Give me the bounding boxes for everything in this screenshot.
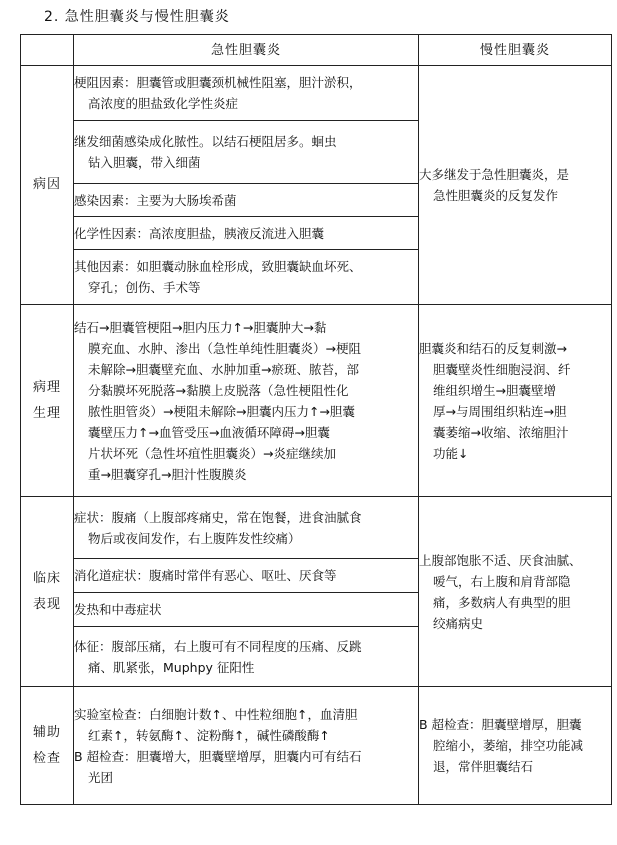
comparison-table: [20, 34, 612, 805]
text-line: 痛、肌紧张，Muphpy 征阳性: [88, 659, 255, 675]
row-label-line: 生理: [32, 405, 61, 421]
text-line: 退，常伴胆囊结石: [433, 759, 534, 774]
text-line: 膜充血、水肿、渗出（急性单纯性胆囊炎）→梗阻: [88, 340, 361, 356]
etiology-infection: [74, 184, 419, 217]
etiology-secondary-infection: [74, 121, 419, 184]
text-line: 钻入胆囊，带入细菌: [88, 155, 201, 170]
header-acute: 急性胆囊炎: [74, 35, 419, 66]
pathophysiology-row: [21, 305, 612, 497]
text-line: 嗳气，右上腹和肩背部隐: [433, 573, 571, 589]
text-line: 结石→胆囊管梗阻→胆内压力↑→胆囊肿大→黏: [74, 319, 327, 335]
section-title: 2. 急性胆囊炎与慢性胆囊炎: [44, 9, 230, 25]
clinical-chronic: [419, 497, 612, 687]
text-line: 分黏膜坏死脱落→黏膜上皮脱落（急性梗阻性化: [88, 382, 349, 398]
exams-chronic: [419, 687, 612, 805]
text-line: 穿孔；创伤、手术等: [88, 280, 201, 295]
exams-acute: [74, 687, 419, 805]
text-line: 梗阻因素：胆囊管或胆囊颈机械性阻塞，胆汁淤积，: [74, 75, 362, 90]
text-line: 上腹部饱胀不适、厌食油腻、: [419, 552, 582, 568]
pathophysiology-label: [21, 305, 74, 497]
etiology-chronic: [419, 66, 612, 305]
clinical-label: [21, 497, 74, 687]
header-corner: [21, 35, 74, 66]
row-label-line: 病因: [32, 177, 61, 192]
clinical-signs: [74, 627, 419, 687]
etiology-obstruction: [74, 66, 419, 121]
text-line: B 超检查：胆囊增大，胆囊壁增厚，胆囊内可有结石: [74, 748, 362, 764]
etiology-label: [21, 66, 74, 305]
text-line: 发热和中毒症状: [74, 602, 162, 617]
text-line: 功能↓: [433, 445, 469, 461]
exams-row: [21, 687, 612, 805]
text-line: 绞痛病史: [433, 615, 484, 631]
header-chronic: 慢性胆囊炎: [419, 35, 612, 66]
text-line: 物后或夜间发作，右上腹阵发性绞痛）: [88, 530, 301, 546]
text-line: 其他因素：如胆囊动脉血栓形成，致胆囊缺血坏死、: [74, 259, 362, 274]
pathophysiology-acute: [74, 305, 419, 497]
header-row: [21, 35, 612, 66]
text-line: 高浓度的胆盐致化学性炎症: [88, 96, 239, 111]
text-line: 胆囊壁炎性细胞浸润、纤: [433, 361, 571, 377]
clinical-digestive: [74, 559, 419, 593]
row-label-line: 辅助: [32, 724, 61, 740]
text-line: 胆囊炎和结石的反复刺激→: [419, 340, 567, 356]
clinical-row-1: [21, 497, 612, 559]
text-line: 脓性胆管炎）→梗阻未解除→胆囊内压力↑→胆囊: [88, 403, 355, 419]
text-line: 片状坏死（急性坏疽性胆囊炎）→炎症继续加: [88, 445, 336, 461]
exams-label: [21, 687, 74, 805]
etiology-row-1: [21, 66, 612, 121]
text-line: 维组织增生→胆囊壁增: [433, 382, 556, 398]
text-line: 腔缩小，萎缩，排空功能减: [433, 738, 584, 753]
text-line: 体征：腹部压痛，右上腹可有不同程度的压痛、反跳: [74, 638, 362, 654]
text-line: 厚→与周围组织粘连→胆: [433, 403, 567, 419]
row-label-line: 检查: [32, 750, 61, 766]
text-line: 大多继发于急性胆囊炎，是: [419, 167, 570, 182]
text-line: 化学性因素：高浓度胆盐，胰液反流进入胆囊: [74, 225, 325, 241]
text-line: 红素↑，转氨酶↑、淀粉酶↑，碱性磷酸酶↑: [88, 727, 330, 743]
text-line: B 超检查：胆囊壁增厚，胆囊: [419, 717, 582, 732]
text-line: 继发细菌感染成化脓性。以结石梗阻居多。蛔虫: [74, 134, 337, 149]
text-line: 痛，多数病人有典型的胆: [433, 594, 571, 610]
text-line: 症状：腹痛（上腹部疼痛史，常在饱餐，进食油腻食: [74, 509, 362, 525]
clinical-fever: [74, 593, 419, 627]
etiology-chemical: [74, 217, 419, 250]
pathophysiology-chronic: [419, 305, 612, 497]
row-label-line: 临床: [32, 570, 61, 586]
row-label-line: 病理: [32, 379, 61, 395]
text-line: 急性胆囊炎的反复发作: [433, 188, 559, 203]
row-label-line: 表现: [32, 596, 61, 612]
text-line: 囊萎缩→收缩、浓缩胆汁: [433, 424, 569, 440]
text-line: 感染因素：主要为大肠埃希菌: [74, 192, 237, 208]
text-line: 囊壁压力↑→血管受压→血液循环障碍→胆囊: [88, 424, 330, 440]
text-line: 光团: [88, 769, 114, 785]
etiology-other: [74, 250, 419, 305]
clinical-symptoms: [74, 497, 419, 559]
text-line: 重→胆囊穿孔→胆汁性腹膜炎: [88, 466, 247, 482]
text-line: 实验室检查：白细胞计数↑、中性粒细胞↑，血清胆: [74, 706, 358, 722]
text-line: 消化道症状：腹痛时常伴有恶心、呕吐、厌食等: [74, 568, 337, 583]
text-line: 未解除→胆囊壁充血、水肿加重→瘀斑、脓苔，部: [88, 361, 359, 377]
